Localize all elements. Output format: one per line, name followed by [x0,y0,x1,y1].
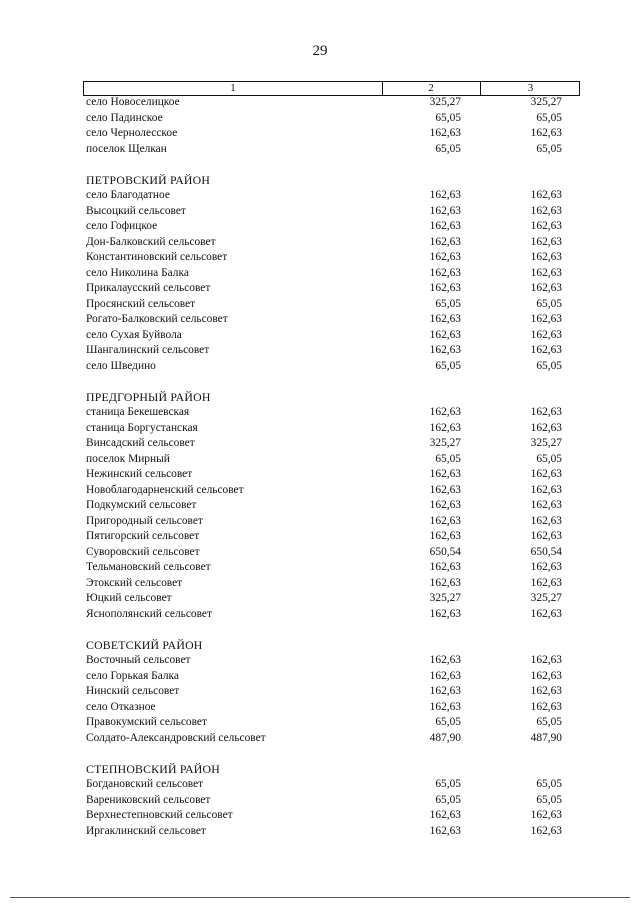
table-row [0,576,640,592]
value-col-2: 65,05 [435,452,461,465]
settlement-name: Суворовский сельсовет [86,545,200,558]
table-row [0,405,640,421]
value-col-3: 65,05 [536,452,562,465]
settlement-name: село Чернолесское [86,127,178,139]
value-col-2: 162,63 [429,220,461,232]
value-col-3: 162,63 [530,204,562,217]
settlement-name: Богдановский сельсовет [86,778,204,790]
value-col-2: 162,63 [429,421,461,434]
district-title: ПЕТРОВСКИЙ РАЙОН [86,172,211,187]
settlement-name: поселок Мирный [86,452,170,465]
value-col-2: 162,63 [429,700,461,713]
value-col-3: 162,63 [530,700,562,713]
table-row [0,250,640,266]
value-col-2: 162,63 [429,235,461,248]
value-col-2: 162,63 [429,809,461,821]
settlement-name: Рогато-Балковский сельсовет [86,313,228,325]
table-header [83,81,580,96]
value-col-3: 162,63 [530,421,562,434]
district-heading [0,390,640,406]
table-row [0,219,640,235]
section-gap [0,746,640,762]
value-col-3: 162,63 [530,669,562,682]
settlement-name: село Отказное [86,700,156,713]
value-col-2: 162,63 [429,468,461,480]
table-row [0,607,640,623]
value-col-3: 162,63 [530,530,562,542]
value-col-2: 162,63 [429,514,461,527]
table-row [0,452,640,468]
section-gap [0,157,640,173]
value-col-2: 162,63 [429,824,461,837]
value-col-2: 162,63 [429,127,461,139]
table-row [0,281,640,297]
table-row [0,111,640,127]
value-col-2: 325,27 [429,592,461,604]
table-row [0,669,640,685]
value-col-3: 65,05 [536,142,562,155]
value-col-3: 162,63 [530,127,562,139]
settlement-name: село Новоселицкое [86,96,180,108]
settlement-name: Высоцкий сельсовет [86,204,186,217]
table-row [0,545,640,561]
value-col-2: 162,63 [429,266,461,279]
value-col-2: 162,63 [429,499,461,511]
value-col-3: 162,63 [530,406,562,418]
value-col-2: 162,63 [429,669,461,682]
value-col-2: 162,63 [429,607,461,620]
value-col-3: 65,05 [536,359,562,372]
value-col-3: 325,27 [530,592,562,604]
value-col-2: 650,54 [429,545,461,558]
table-row [0,514,640,530]
settlement-name: Варениковский сельсовет [86,793,211,806]
value-col-2: 162,63 [429,344,461,356]
value-col-2: 162,63 [429,406,461,418]
page-bottom-rule [10,897,630,898]
table-row [0,467,640,483]
value-col-3: 650,54 [530,545,562,558]
settlement-name: Этокский сельсовет [86,576,183,589]
table-row [0,824,640,840]
value-col-2: 162,63 [429,561,461,573]
column-header-2: 2 [428,82,434,94]
value-col-3: 162,63 [530,468,562,480]
district-title: ПРЕДГОРНЫЙ РАЙОН [86,389,211,404]
value-col-3: 162,63 [530,561,562,573]
value-col-2: 162,63 [429,204,461,217]
table-row [0,126,640,142]
settlement-name: село Горькая Балка [86,669,179,682]
value-col-3: 162,63 [530,654,562,666]
settlement-name: село Падинское [86,111,163,124]
settlement-name: село Сухая Буйвола [86,328,182,341]
district-heading [0,762,640,778]
value-col-2: 65,05 [435,359,461,372]
table-row [0,793,640,809]
settlement-name: поселок Щелкан [86,142,167,155]
district-heading [0,173,640,189]
settlement-name: Иргаклинский сельсовет [86,824,206,837]
table-row [0,529,640,545]
table-row [0,700,640,716]
table-row [0,684,640,700]
table-row [0,142,640,158]
value-col-3: 162,63 [530,344,562,356]
table-row [0,188,640,204]
value-col-3: 162,63 [530,809,562,821]
value-col-2: 65,05 [435,778,461,790]
value-col-3: 162,63 [530,607,562,620]
settlement-name: станица Боргустанская [86,421,198,434]
settlement-name: село Благодатное [86,189,170,201]
settlement-name: Подкумский сельсовет [86,499,197,511]
table-row [0,235,640,251]
value-col-2: 65,05 [435,716,461,728]
table-row [0,591,640,607]
column-header-3: 3 [527,82,534,94]
value-col-3: 65,05 [536,111,562,124]
table-row [0,343,640,359]
settlement-name: село Гофицкое [86,220,158,232]
value-col-2: 162,63 [429,654,461,666]
table-row [0,560,640,576]
settlement-name: Новоблагодарненский сельсовет [86,483,244,496]
settlement-name: Правокумский сельсовет [86,716,207,728]
value-col-3: 162,63 [530,313,562,325]
value-col-2: 162,63 [429,483,461,496]
value-col-3: 162,63 [530,685,562,697]
district-title: СОВЕТСКИЙ РАЙОН [86,637,203,652]
value-col-3: 162,63 [530,282,562,294]
value-col-3: 162,63 [530,220,562,232]
value-col-2: 65,05 [435,142,461,155]
value-col-2: 162,63 [429,685,461,697]
table-row [0,483,640,499]
settlement-name: Дон-Балковский сельсовет [86,235,216,248]
value-col-2: 162,63 [429,530,461,542]
value-col-3: 65,05 [536,793,562,806]
settlement-name: станица Бекешевская [86,406,190,418]
table-row [0,297,640,313]
table-row [0,312,640,328]
settlement-name: Винсадский сельсовет [86,437,195,449]
value-col-3: 162,63 [530,189,562,201]
settlement-name: Нинский сельсовет [86,685,180,697]
table-row [0,731,640,747]
settlement-name: Нежинский сельсовет [86,468,193,480]
settlement-name: Шангалинский сельсовет [86,344,210,356]
table-body [0,95,640,839]
value-col-2: 162,63 [429,189,461,201]
table-row [0,777,640,793]
value-col-2: 162,63 [429,282,461,294]
value-col-3: 65,05 [536,778,562,790]
table-row [0,436,640,452]
district-heading [0,638,640,654]
value-col-3: 162,63 [530,251,562,263]
value-col-3: 162,63 [530,824,562,837]
settlement-name: Прикалаусский сельсовет [86,282,211,294]
table-row [0,204,640,220]
page-number: 29 [312,43,328,59]
settlement-name: село Николина Балка [86,266,189,279]
value-col-3: 162,63 [530,514,562,527]
value-col-3: 162,63 [530,499,562,511]
value-col-3: 162,63 [530,483,562,496]
table-row [0,498,640,514]
value-col-2: 162,63 [429,328,461,341]
value-col-3: 162,63 [530,235,562,248]
value-col-2: 65,05 [435,793,461,806]
table-row [0,808,640,824]
value-col-3: 487,90 [530,731,562,744]
value-col-2: 162,63 [429,313,461,325]
table-row [0,95,640,111]
table-row [0,266,640,282]
district-title: СТЕПНОВСКИЙ РАЙОН [86,761,220,776]
value-col-3: 162,63 [530,328,562,341]
settlement-name: Тельмановский сельсовет [86,561,211,573]
section-gap [0,622,640,638]
value-col-2: 325,27 [429,437,461,449]
section-gap [0,374,640,390]
settlement-name: Восточный сельсовет [86,654,191,666]
value-col-2: 162,63 [429,576,461,589]
settlement-name: Пятигорский сельсовет [86,530,200,542]
value-col-2: 162,63 [429,251,461,263]
value-col-3: 325,27 [530,96,562,108]
table-row [0,653,640,669]
settlement-name: село Шведино [86,359,156,372]
table-row [0,421,640,437]
value-col-2: 325,27 [429,96,461,108]
table-row [0,715,640,731]
value-col-3: 325,27 [530,437,562,449]
settlement-name: Яснополянский сельсовет [86,607,212,620]
settlement-name: Солдато-Александровский сельсовет [86,731,266,744]
value-col-2: 487,90 [429,731,461,744]
settlement-name: Просянский сельсовет [86,297,196,310]
column-header-1: 1 [230,82,236,94]
value-col-2: 65,05 [435,111,461,124]
value-col-2: 65,05 [435,297,461,310]
value-col-3: 65,05 [536,297,562,310]
table-row [0,359,640,375]
settlement-name: Константиновский сельсовет [86,251,228,263]
settlement-name: Юцкий сельсовет [86,592,172,604]
value-col-3: 65,05 [536,716,562,728]
settlement-name: Пригородный сельсовет [86,514,203,527]
table-row [0,328,640,344]
settlement-name: Верхнестепновский сельсовет [86,809,233,821]
value-col-3: 162,63 [530,266,562,279]
value-col-3: 162,63 [530,576,562,589]
